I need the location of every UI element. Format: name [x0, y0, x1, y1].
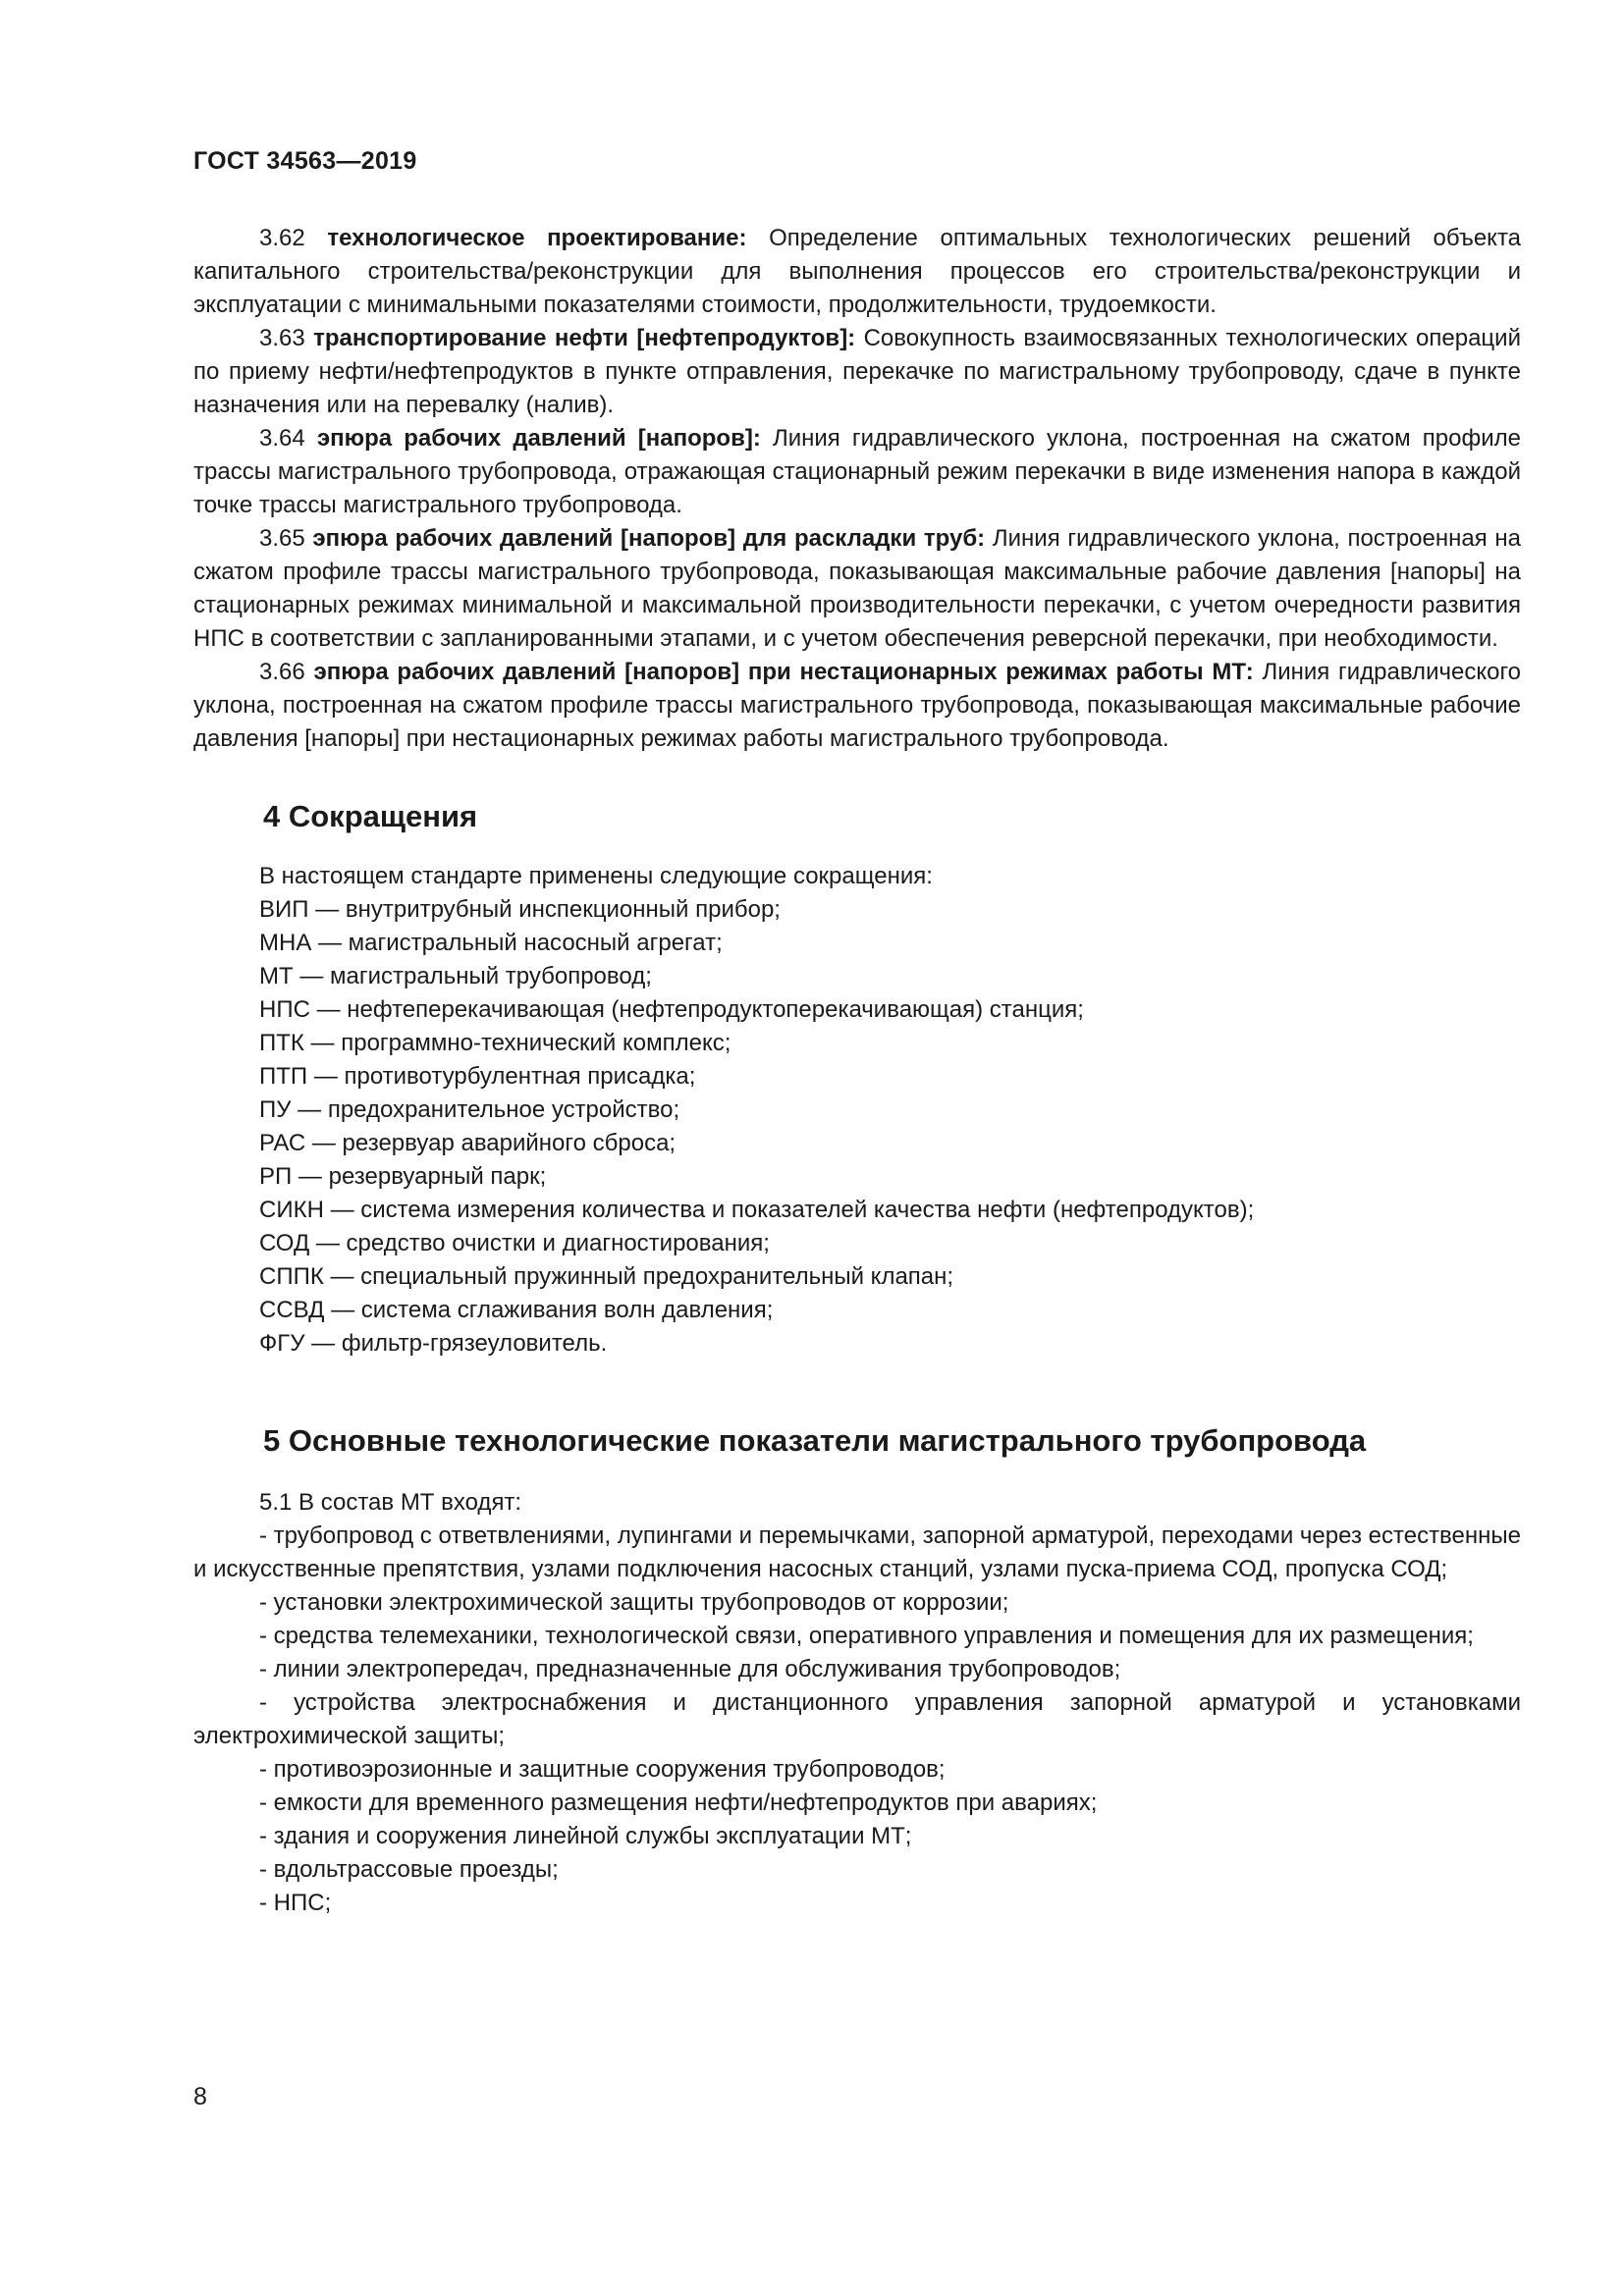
composition-item: - установки электрохимической защиты трубопроводов от коррозии;	[259, 1589, 1009, 1616]
definition-text: Линия гидравлического уклона, построенная на сжатом профиле трассы магистрального трубопровода, отражающая стационарный режим перекачки в виде изменения напора в каждой точке трассы магистрального трубопровода.	[193, 425, 1521, 518]
abbreviation-item: СОД — средство очистки и диагностирования;	[259, 1230, 770, 1256]
definition-term: эпюра рабочих давлений [напоров] при нестационарных режимах работы МТ:	[313, 659, 1254, 685]
composition-item: - вдольтрассовые проезды;	[259, 1856, 559, 1883]
abbreviation-item: РАС — резервуар аварийного сброса;	[259, 1130, 677, 1156]
definition-number: 3.62	[259, 225, 305, 251]
abbreviation-item: НПС — нефтеперекачивающая (нефтепродуктоперекачивающая) станция;	[259, 996, 1084, 1023]
definition-item	[193, 422, 1521, 522]
abbreviation-item: МТ — магистральный трубопровод;	[259, 963, 652, 989]
definition-term: эпюра рабочих давлений [напоров]:	[316, 425, 761, 452]
composition-item: - противоэрозионные и защитные сооружения трубопроводов;	[259, 1756, 946, 1783]
section-5-intro: 5.1 В состав МТ входят:	[259, 1489, 522, 1516]
abbreviation-item: СИКН — система измерения количества и показателей качества нефти (нефтепродуктов);	[259, 1197, 1255, 1223]
definition-number: 3.63	[259, 325, 305, 351]
abbreviation-item: ПТП — противотурбулентная присадка;	[259, 1063, 696, 1090]
definition-term: технологическое проектирование:	[327, 225, 747, 251]
definition-text: Линия гидравлического уклона, построенная на сжатом профиле трассы магистрального трубопровода, показывающая максимальные рабочие давления [напоры] на стационарных режимах минимальной и максимальной производительности перекачки, с учетом очередности развития НПС в соответствии с запланированными этапами, и с учетом обеспечения реверсной перекачки, при необходимости.	[193, 525, 1521, 652]
definition-term: эпюра рабочих давлений [напоров] для раскладки труб:	[312, 525, 986, 552]
definition-number: 3.66	[259, 659, 305, 685]
abbreviation-item: ПУ — предохранительное устройство;	[259, 1096, 680, 1123]
abbreviation-item: ССВД — система сглаживания волн давления;	[259, 1297, 774, 1323]
composition-item: - емкости для временного размещения нефти/нефтепродуктов при авариях;	[259, 1789, 1098, 1816]
composition-item: - средства телемеханики, технологической связи, оперативного управления и помещения для их размещения;	[259, 1623, 1474, 1649]
abbreviation-item: ФГУ — фильтр-грязеуловитель.	[259, 1330, 608, 1357]
definition-text: Линия гидравлического уклона, построенная на сжатом профиле трассы магистрального трубопровода, показывающая максимальные рабочие давления [напоры] при нестационарных режимах работы магистрального трубопровода.	[193, 659, 1522, 752]
abbreviation-item: СППК — специальный пружинный предохранительный клапан;	[259, 1263, 954, 1290]
definition-number: 3.65	[259, 525, 305, 552]
abbreviation-item: ВИП — внутритрубный инспекционный прибор;	[259, 896, 781, 923]
abbreviation-item: ПТК — программно-технический комплекс;	[259, 1030, 731, 1056]
section-4-title: 4 Сокращения	[263, 799, 478, 833]
definitions-block	[193, 222, 1521, 756]
composition-item: - устройства электроснабжения и дистанционного управления запорной арматурой и установками электрохимической защиты;	[193, 1689, 1521, 1749]
composition-item: - здания и сооружения линейной службы эксплуатации МТ;	[259, 1823, 912, 1849]
document-body	[193, 222, 1521, 1920]
abbreviation-item: РП — резервуарный парк;	[259, 1163, 547, 1190]
page-number: 8	[193, 2083, 207, 2110]
section-5-title: 5 Основные технологические показатели магистрального трубопровода	[263, 1423, 1367, 1458]
definition-text: Определение оптимальных технологических решений объекта капитального строительства/реконструкции для выполнения процессов его строительства/реконструкции и эксплуатации с минимальными показателями стоимости, продолжительности, трудоемкости.	[193, 225, 1522, 318]
abbreviations-list	[193, 893, 1521, 1361]
definition-item	[193, 522, 1521, 656]
definition-item	[193, 656, 1521, 756]
definition-term: транспортирование нефти [нефтепродуктов]:	[313, 325, 856, 351]
document-header: ГОСТ 34563—2019	[193, 147, 417, 175]
composition-item: - трубопровод с ответвлениями, лупингами и перемычками, запорной арматурой, переходами через естественные и искусственные препятствия, узлами подключения насосных станций, узлами пуска-приема СОД, пропуска СОД;	[193, 1522, 1521, 1582]
composition-list	[193, 1520, 1521, 1920]
composition-item: - линии электропередач, предназначенные для обслуживания трубопроводов;	[259, 1656, 1121, 1682]
definition-item	[193, 322, 1521, 422]
definition-text: Совокупность взаимосвязанных технологических операций по приему нефти/нефтепродуктов в пункте отправления, перекачке по магистральному трубопроводу, сдаче в пункте назначения или на перевалку (налив).	[193, 325, 1521, 418]
abbreviation-item: МНА — магистральный насосный агрегат;	[259, 930, 723, 956]
section-4-intro: В настоящем стандарте применены следующие сокращения:	[259, 863, 933, 889]
composition-item: - НПС;	[259, 1890, 332, 1916]
definition-number: 3.64	[259, 425, 305, 452]
definition-item	[193, 222, 1521, 322]
